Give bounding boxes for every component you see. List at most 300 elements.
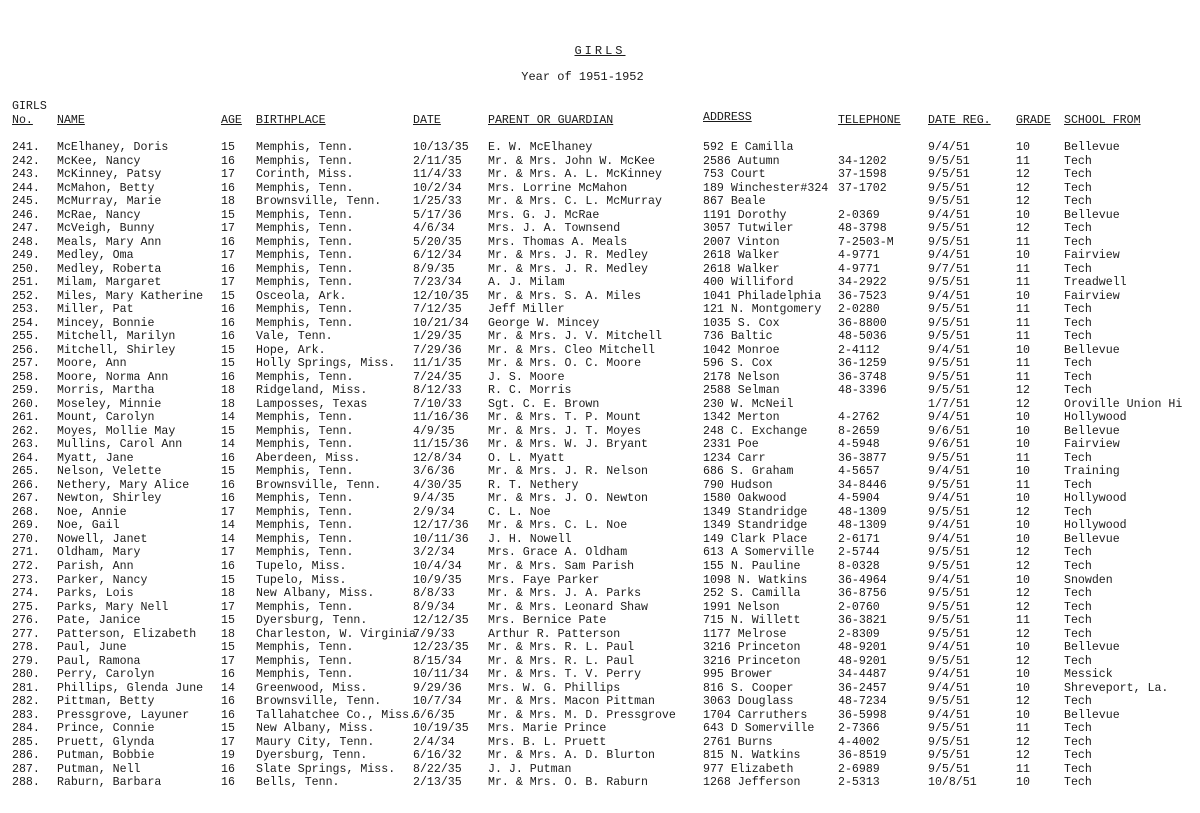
student-age: 16 (221, 668, 235, 682)
table-row (0, 371, 1200, 385)
birth-date: 12/12/35 (413, 614, 469, 628)
student-age: 16 (221, 695, 235, 709)
row-number: 280. (12, 668, 40, 682)
table-row (0, 209, 1200, 223)
page-subtitle: Year of 1951-1952 (521, 70, 644, 84)
grade: 11 (1016, 722, 1030, 736)
birthplace: Memphis, Tenn. (256, 654, 354, 668)
grade: 10 (1016, 681, 1030, 695)
telephone: 2-6171 (838, 532, 880, 546)
parent-guardian: Mr. & Mrs. M. D. Pressgrove (488, 708, 676, 722)
date-registered: 9/5/51 (928, 627, 970, 641)
date-registered: 9/4/51 (928, 519, 970, 533)
parent-guardian: C. L. Noe (488, 505, 551, 519)
table-row (0, 628, 1200, 642)
student-age: 15 (221, 641, 235, 655)
parent-guardian: Mrs. G. J. McRae (488, 208, 600, 222)
student-name: Mullins, Carol Ann (57, 438, 183, 452)
table-row (0, 236, 1200, 250)
grade: 11 (1016, 357, 1030, 371)
school-from: Fairview (1064, 289, 1120, 303)
birthplace: Memphis, Tenn. (256, 370, 354, 384)
parent-guardian: Mrs. Thomas A. Meals (488, 235, 628, 249)
row-number: 279. (12, 654, 40, 668)
grade: 12 (1016, 587, 1030, 601)
birth-date: 7/10/33 (413, 397, 462, 411)
birthplace: Dyersburg, Tenn. (256, 749, 368, 763)
column-header-address: ADDRESS (703, 111, 752, 124)
student-age: 17 (221, 276, 235, 290)
date-registered: 10/8/51 (928, 776, 977, 790)
date-registered: 9/4/51 (928, 532, 970, 546)
telephone: 36-4964 (838, 573, 887, 587)
parent-guardian: Mr. & Mrs. O. C. Moore (488, 357, 642, 371)
birth-date: 7/29/36 (413, 343, 462, 357)
address: 3216 Princeton (703, 654, 801, 668)
student-age: 15 (221, 357, 235, 371)
telephone: 4-4002 (838, 735, 880, 749)
date-registered: 9/4/51 (928, 141, 970, 154)
parent-guardian: Mr. & Mrs. C. L. McMurray (488, 195, 662, 209)
parent-guardian: Mrs. B. L. Pruett (488, 735, 607, 749)
grade: 11 (1016, 303, 1030, 317)
parent-guardian: Mr. & Mrs. T. V. Perry (488, 668, 642, 682)
telephone: 34-1202 (838, 154, 887, 168)
table-row (0, 479, 1200, 493)
student-name: Miles, Mary Katherine (57, 289, 204, 303)
birthplace: Memphis, Tenn. (256, 222, 354, 236)
telephone: 2-5313 (838, 776, 880, 790)
birthplace: Memphis, Tenn. (256, 249, 354, 263)
date-registered: 9/4/51 (928, 208, 970, 222)
address: 2331 Poe (703, 438, 759, 452)
student-age: 14 (221, 411, 235, 425)
birth-date: 10/11/36 (413, 532, 469, 546)
date-registered: 9/5/51 (928, 154, 970, 168)
birth-date: 9/29/36 (413, 681, 462, 695)
birth-date: 10/21/34 (413, 316, 469, 330)
row-number: 278. (12, 641, 40, 655)
birth-date: 5/17/36 (413, 208, 462, 222)
date-registered: 9/5/51 (928, 478, 970, 492)
grade: 12 (1016, 168, 1030, 182)
birthplace: Aberdeen, Miss. (256, 451, 361, 465)
address: 736 Baltic (703, 330, 773, 344)
parent-guardian: E. W. McElhaney (488, 141, 593, 154)
telephone: 48-3798 (838, 222, 887, 236)
birth-date: 2/13/35 (413, 776, 462, 790)
table-row (0, 330, 1200, 344)
table-row (0, 290, 1200, 304)
table-row (0, 465, 1200, 479)
address: 121 N. Montgomery (703, 303, 822, 317)
date-registered: 9/5/51 (928, 722, 970, 736)
telephone: 36-3877 (838, 451, 887, 465)
address: 2586 Autumn (703, 154, 780, 168)
student-age: 18 (221, 627, 235, 641)
date-registered: 9/5/51 (928, 222, 970, 236)
school-from: Hollywood (1064, 519, 1127, 533)
address: 816 S. Cooper (703, 681, 794, 695)
row-number: 244. (12, 181, 40, 195)
column-header-name: NAME (57, 114, 85, 127)
grade: 10 (1016, 668, 1030, 682)
birth-date: 2/9/34 (413, 505, 455, 519)
row-number: 268. (12, 505, 40, 519)
birth-date: 10/4/34 (413, 559, 462, 573)
birthplace: Memphis, Tenn. (256, 641, 354, 655)
date-registered: 9/5/51 (928, 235, 970, 249)
school-from: Tech (1064, 695, 1092, 709)
row-number: 271. (12, 546, 40, 560)
grade: 10 (1016, 641, 1030, 655)
birth-date: 11/1/35 (413, 357, 462, 371)
birth-date: 10/13/35 (413, 141, 469, 154)
table-row (0, 574, 1200, 588)
grade: 10 (1016, 776, 1030, 790)
student-name: Morris, Martha (57, 384, 155, 398)
date-registered: 9/5/51 (928, 587, 970, 601)
parent-guardian: Mr. & Mrs. Cleo Mitchell (488, 343, 655, 357)
school-from: Snowden (1064, 573, 1113, 587)
student-name: Nethery, Mary Alice (57, 478, 190, 492)
date-registered: 9/4/51 (928, 681, 970, 695)
grade: 12 (1016, 546, 1030, 560)
student-name: Parks, Mary Nell (57, 600, 169, 614)
student-name: McKinney, Patsy (57, 168, 162, 182)
row-number: 273. (12, 573, 40, 587)
parent-guardian: Mr. & Mrs. R. L. Paul (488, 641, 635, 655)
address: 1268 Jefferson (703, 776, 801, 790)
telephone: 2-8309 (838, 627, 880, 641)
telephone: 48-9201 (838, 654, 887, 668)
row-number: 265. (12, 465, 40, 479)
student-name: Putman, Nell (57, 762, 141, 776)
grade: 11 (1016, 330, 1030, 344)
address: 596 S. Cox (703, 357, 773, 371)
parent-guardian: Mr. & Mrs. J. R. Nelson (488, 465, 649, 479)
birthplace: Memphis, Tenn. (256, 316, 354, 330)
address: 815 N. Watkins (703, 749, 801, 763)
birth-date: 10/9/35 (413, 573, 462, 587)
parent-guardian: Mr. & Mrs. J. V. Mitchell (488, 330, 662, 344)
table-row (0, 438, 1200, 452)
student-name: Moseley, Minnie (57, 397, 162, 411)
school-from: Tech (1064, 235, 1092, 249)
address: 2761 Burns (703, 735, 773, 749)
address: 1991 Nelson (703, 600, 780, 614)
date-registered: 9/5/51 (928, 735, 970, 749)
address: 2588 Selman (703, 384, 780, 398)
row-number: 286. (12, 749, 40, 763)
table-row (0, 276, 1200, 290)
parent-guardian: A. J. Milam (488, 276, 565, 290)
birth-date: 4/30/35 (413, 478, 462, 492)
parent-guardian: Mrs. J. A. Townsend (488, 222, 621, 236)
date-registered: 9/5/51 (928, 181, 970, 195)
address: 1035 S. Cox (703, 316, 780, 330)
table-row (0, 249, 1200, 263)
date-registered: 9/5/51 (928, 695, 970, 709)
date-registered: 9/4/51 (928, 249, 970, 263)
student-name: Myatt, Jane (57, 451, 134, 465)
date-registered: 9/4/51 (928, 492, 970, 506)
column-header-telephone: TELEPHONE (838, 114, 901, 127)
parent-guardian: Mrs. Lorrine McMahon (488, 181, 628, 195)
date-registered: 9/4/51 (928, 641, 970, 655)
telephone: 8-0328 (838, 559, 880, 573)
school-from: Tech (1064, 181, 1092, 195)
date-registered: 9/5/51 (928, 600, 970, 614)
address: 592 E Camilla (703, 141, 794, 154)
date-registered: 9/4/51 (928, 465, 970, 479)
grade: 12 (1016, 695, 1030, 709)
student-name: Moore, Ann (57, 357, 127, 371)
address: 2007 Vinton (703, 235, 780, 249)
birth-date: 12/8/34 (413, 451, 462, 465)
column-header-age: AGE (221, 114, 242, 127)
school-from: Tech (1064, 546, 1092, 560)
telephone: 36-3821 (838, 614, 887, 628)
date-registered: 9/5/51 (928, 451, 970, 465)
telephone: 8-2659 (838, 424, 880, 438)
date-registered: 9/5/51 (928, 749, 970, 763)
student-name: Nowell, Janet (57, 532, 148, 546)
student-age: 16 (221, 478, 235, 492)
address: 1349 Standridge (703, 519, 808, 533)
grade: 10 (1016, 411, 1030, 425)
student-age: 17 (221, 222, 235, 236)
telephone: 2-0760 (838, 600, 880, 614)
student-age: 16 (221, 154, 235, 168)
address: 715 N. Willett (703, 614, 801, 628)
table-row (0, 587, 1200, 601)
telephone: 36-2457 (838, 681, 887, 695)
date-registered: 9/5/51 (928, 195, 970, 209)
student-name: Milam, Margaret (57, 276, 162, 290)
birthplace: Memphis, Tenn. (256, 262, 354, 276)
address: 230 W. McNeil (703, 397, 794, 411)
address: 189 Winchester#324 (703, 181, 829, 195)
student-age: 18 (221, 195, 235, 209)
row-number: 258. (12, 370, 40, 384)
birthplace: Slate Springs, Miss. (256, 762, 396, 776)
telephone: 2-7366 (838, 722, 880, 736)
parent-guardian: Mrs. Faye Parker (488, 573, 600, 587)
student-name: Oldham, Mary (57, 546, 141, 560)
school-from: Bellevue (1064, 208, 1120, 222)
date-registered: 9/5/51 (928, 316, 970, 330)
birthplace: Dyersburg, Tenn. (256, 614, 368, 628)
telephone: 4-5948 (838, 438, 880, 452)
student-age: 14 (221, 532, 235, 546)
telephone: 48-1309 (838, 505, 887, 519)
grade: 12 (1016, 600, 1030, 614)
school-from: Tech (1064, 451, 1092, 465)
table-row (0, 317, 1200, 331)
student-age: 15 (221, 722, 235, 736)
birthplace: Bells, Tenn. (256, 776, 340, 790)
student-age: 18 (221, 587, 235, 601)
school-from: Oroville Union Hi (1064, 397, 1183, 411)
birthplace: Tallahatchee Co., Miss. (256, 708, 417, 722)
grade: 10 (1016, 438, 1030, 452)
student-name: Patterson, Elizabeth (57, 627, 197, 641)
row-number: 250. (12, 262, 40, 276)
parent-guardian: Mr. & Mrs. S. A. Miles (488, 289, 642, 303)
birthplace: Memphis, Tenn. (256, 438, 354, 452)
row-number: 242. (12, 154, 40, 168)
row-number: 287. (12, 762, 40, 776)
grade: 12 (1016, 559, 1030, 573)
row-number: 270. (12, 532, 40, 546)
student-age: 17 (221, 735, 235, 749)
birthplace: Memphis, Tenn. (256, 276, 354, 290)
table-row (0, 655, 1200, 669)
telephone: 37-1702 (838, 181, 887, 195)
telephone: 34-8446 (838, 478, 887, 492)
student-name: Medley, Roberta (57, 262, 162, 276)
address: 3063 Douglass (703, 695, 794, 709)
date-registered: 9/5/51 (928, 654, 970, 668)
birthplace: Memphis, Tenn. (256, 303, 354, 317)
birthplace: Memphis, Tenn. (256, 600, 354, 614)
telephone: 48-7234 (838, 695, 887, 709)
birth-date: 6/12/34 (413, 249, 462, 263)
student-name: Medley, Oma (57, 249, 134, 263)
school-from: Tech (1064, 303, 1092, 317)
student-age: 16 (221, 776, 235, 790)
row-number: 261. (12, 411, 40, 425)
parent-guardian: Mr. & Mrs. J. T. Moyes (488, 424, 642, 438)
address: 3216 Princeton (703, 641, 801, 655)
address: 613 A Somerville (703, 546, 815, 560)
table-row (0, 168, 1200, 182)
school-from: Fairview (1064, 438, 1120, 452)
student-name: McMahon, Betty (57, 181, 155, 195)
grade: 12 (1016, 654, 1030, 668)
table-row (0, 601, 1200, 615)
table-row (0, 736, 1200, 750)
row-number: 284. (12, 722, 40, 736)
row-number: 252. (12, 289, 40, 303)
student-age: 18 (221, 397, 235, 411)
birth-date: 4/9/35 (413, 424, 455, 438)
student-age: 16 (221, 262, 235, 276)
student-name: Pruett, Glynda (57, 735, 155, 749)
student-name: McVeigh, Bunny (57, 222, 155, 236)
grade: 11 (1016, 370, 1030, 384)
birthplace: Memphis, Tenn. (256, 424, 354, 438)
table-row (0, 614, 1200, 628)
birthplace: Charleston, W. Virginia (256, 627, 417, 641)
student-age: 15 (221, 573, 235, 587)
address: 995 Brower (703, 668, 773, 682)
student-age: 15 (221, 614, 235, 628)
date-registered: 9/5/51 (928, 384, 970, 398)
grade: 11 (1016, 276, 1030, 290)
school-from: Tech (1064, 762, 1092, 776)
school-from: Tech (1064, 505, 1092, 519)
student-name: Phillips, Glenda June (57, 681, 204, 695)
date-registered: 9/5/51 (928, 559, 970, 573)
birth-date: 10/11/34 (413, 668, 469, 682)
parent-guardian: J. S. Moore (488, 370, 565, 384)
table-row (0, 668, 1200, 682)
parent-guardian: Arthur R. Patterson (488, 627, 621, 641)
row-number: 260. (12, 397, 40, 411)
student-age: 15 (221, 424, 235, 438)
birthplace: Lamposses, Texas (256, 397, 368, 411)
telephone: 36-8800 (838, 316, 887, 330)
table-row (0, 763, 1200, 777)
birthplace: Memphis, Tenn. (256, 519, 354, 533)
parent-guardian: Mrs. Marie Prince (488, 722, 607, 736)
table-row (0, 344, 1200, 358)
parent-guardian: Mr. & Mrs. Sam Parish (488, 559, 635, 573)
birth-date: 1/29/35 (413, 330, 462, 344)
birthplace: Greenwood, Miss. (256, 681, 368, 695)
parent-guardian: R. T. Nethery (488, 478, 579, 492)
table-row (0, 492, 1200, 506)
parent-guardian: Mr. & Mrs. John W. McKee (488, 154, 655, 168)
telephone: 4-9771 (838, 249, 880, 263)
student-age: 17 (221, 505, 235, 519)
grade: 12 (1016, 397, 1030, 411)
table-row (0, 641, 1200, 655)
address: 1041 Philadelphia (703, 289, 822, 303)
table-row (0, 452, 1200, 466)
table-row (0, 411, 1200, 425)
address: 686 S. Graham (703, 465, 794, 479)
row-number: 241. (12, 141, 40, 154)
table-row (0, 749, 1200, 763)
birth-date: 12/10/35 (413, 289, 469, 303)
birthplace: New Albany, Miss. (256, 722, 375, 736)
school-from: Tech (1064, 654, 1092, 668)
birth-date: 11/4/33 (413, 168, 462, 182)
student-list (0, 141, 1200, 790)
row-number: 285. (12, 735, 40, 749)
grade: 11 (1016, 154, 1030, 168)
date-registered: 9/4/51 (928, 573, 970, 587)
address: 149 Clark Place (703, 532, 808, 546)
student-name: Mount, Carolyn (57, 411, 155, 425)
table-row (0, 263, 1200, 277)
grade: 11 (1016, 235, 1030, 249)
column-header-parent: PARENT OR GUARDIAN (488, 114, 614, 127)
birthplace: Memphis, Tenn. (256, 465, 354, 479)
row-number: 266. (12, 478, 40, 492)
student-age: 17 (221, 546, 235, 560)
date-registered: 9/5/51 (928, 303, 970, 317)
birth-date: 6/16/32 (413, 749, 462, 763)
birth-date: 7/9/33 (413, 627, 455, 641)
date-registered: 9/6/51 (928, 438, 970, 452)
birthplace: Memphis, Tenn. (256, 505, 354, 519)
birthplace: Brownsville, Tenn. (256, 695, 382, 709)
birth-date: 8/12/33 (413, 384, 462, 398)
row-number: 275. (12, 600, 40, 614)
school-from: Tech (1064, 627, 1092, 641)
telephone: 2-4112 (838, 343, 880, 357)
student-name: Meals, Mary Ann (57, 235, 162, 249)
student-name: McRae, Nancy (57, 208, 141, 222)
student-name: Noe, Annie (57, 505, 127, 519)
address: 1191 Dorothy (703, 208, 787, 222)
parent-guardian: Mr. & Mrs. T. P. Mount (488, 411, 642, 425)
grade: 10 (1016, 573, 1030, 587)
